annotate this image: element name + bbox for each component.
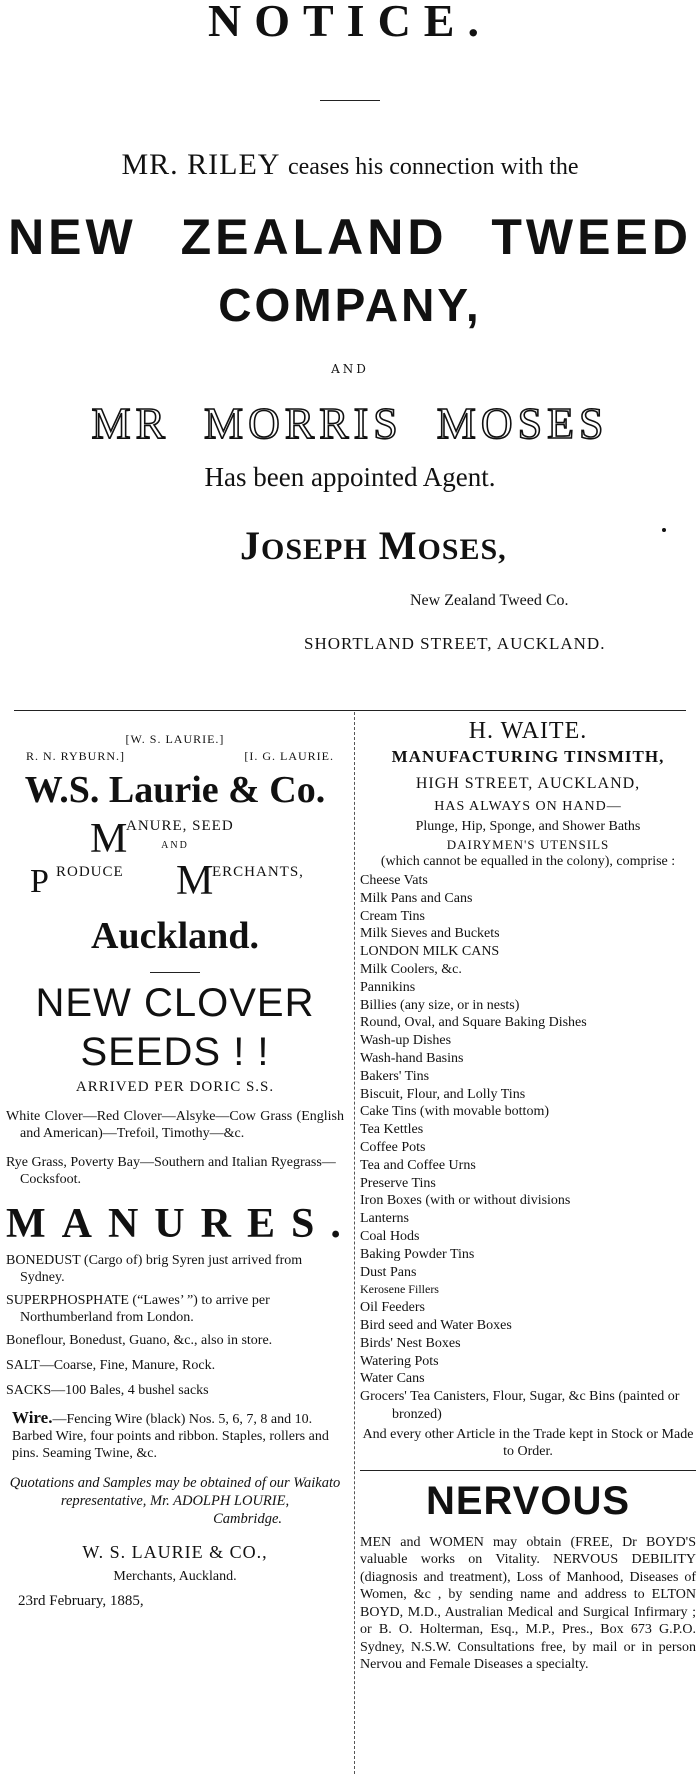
- section-divider: [14, 710, 686, 711]
- wire-label: Wire.: [12, 1408, 53, 1427]
- list-item: Lanterns: [360, 1211, 409, 1227]
- signatory-initial-j: J: [240, 523, 261, 568]
- list-item: Bakers' Tins: [360, 1068, 430, 1084]
- list-item: Milk Coolers, &c.: [360, 961, 462, 977]
- appointed-text: Has been appointed Agent.: [204, 462, 496, 492]
- notice-advertisement: [0, 0, 700, 700]
- notice-connection-line: [0, 148, 700, 182]
- laurie-signature-merchants: Merchants, Auckland.: [113, 1569, 237, 1584]
- agent-name: MR MORRIS MOSES: [91, 399, 609, 448]
- list-item: Milk Pans and Cans: [360, 890, 473, 906]
- clover-varieties: White Clover—Red Clover—Alsyke—Cow Grass (English and American)—Trefoil, Timothy—&c.: [6, 1109, 344, 1141]
- signatory-name: [240, 522, 507, 569]
- signatory-initial-m: M: [378, 523, 418, 568]
- list-item: Tea Kettles: [360, 1122, 424, 1138]
- laurie-advertisement: [0, 712, 357, 1610]
- laurie-city: Auckland.: [91, 915, 259, 957]
- list-item: Billies (any size, or in nests): [360, 997, 520, 1013]
- notice-title: NOTICE.: [208, 0, 492, 46]
- list-item: Iron Boxes (with or without divisions: [360, 1193, 571, 1209]
- salt-text: SALT—Coarse, Fine, Manure, Rock.: [6, 1358, 216, 1373]
- waite-dairymens: DAIRYMEN'S UTENSILS: [446, 837, 610, 852]
- waite-item-list: [356, 872, 700, 1424]
- bonedust-text: BONEDUST (Cargo of) brig Syren just arrived from Sydney.: [6, 1253, 303, 1285]
- laurie-firm-name: W.S. Laurie & Co.: [24, 769, 326, 811]
- clover-heading-line1: NEW CLOVER: [35, 981, 315, 1025]
- signatory-oseph: OSEPH: [261, 533, 368, 566]
- list-item: Dust Pans: [360, 1264, 417, 1280]
- list-item: Round, Oval, and Square Baking Dishes: [360, 1015, 587, 1031]
- laurie-partner-top: [W. S. LAURIE.]: [125, 732, 225, 746]
- list-item: LONDON MILK CANS: [360, 944, 500, 960]
- waite-which: (which cannot be equalled in the colony), comprise :: [380, 854, 676, 869]
- arrived-per-doric: ARRIVED PER DORIC S.S.: [75, 1079, 275, 1095]
- laurie-partner-right: [I. G. LAURIE.: [244, 749, 334, 763]
- boneflour-text: Boneflour, Bonedust, Guano, &c., also in store.: [6, 1333, 273, 1348]
- clover-heading-line2: SEEDS ! !: [80, 1030, 270, 1074]
- nervous-text: MEN and WOMEN may obtain (FREE, Dr BOYD'S valuable works on Vitality. NERVOUS DEBILITY (diagnosis and treatment), Loss of Manhood, Diseases of Women, &c , by sending name and address to ELTON BOYD, M.D., Australian Medical and Surgical Infirmary ; or B. O. Holterman, Esq., M.P., Pres., Box 673 G.P.O. Sydney, N.S.W. Consultations free, by mail or in person Nervou and Female Diseases a specialty.: [360, 1534, 696, 1673]
- signatory-oses: OSES,: [417, 533, 507, 566]
- list-item: Pannikins: [360, 979, 416, 995]
- superphosphate-text: SUPERPHOSPHATE (“Lawes’ ”) to arrive per Northumberland from London.: [6, 1293, 270, 1325]
- wire-text: [0, 1409, 350, 1462]
- list-item: Watering Pots: [360, 1353, 439, 1369]
- list-item: Kerosene Fillers: [360, 1282, 439, 1297]
- laurie-divider: [150, 972, 200, 973]
- company-name-line1: NEW ZEALAND TWEED: [8, 209, 692, 265]
- list-item: Cream Tins: [360, 908, 425, 924]
- merchants-rest: ERCHANTS,: [212, 864, 304, 880]
- signatory-address: SHORTLAND STREET, AUCKLAND.: [304, 634, 606, 653]
- list-item: Biscuit, Flour, and Lolly Tins: [360, 1086, 526, 1102]
- waite-every-other: And every other Article in the Trade kept in Stock or Made to Order.: [362, 1426, 694, 1459]
- waite-trade: MANUFACTURING TINSMITH,: [391, 747, 665, 766]
- quotations-place: Cambridge.: [213, 1511, 282, 1527]
- list-item: Wash-hand Basins: [360, 1050, 464, 1066]
- quotations-text: [0, 1474, 350, 1528]
- notice-divider: [320, 100, 380, 101]
- manures-heading: MANURES.: [6, 1201, 357, 1247]
- laurie-signature-company: W. S. LAURIE & CO.,: [82, 1542, 268, 1562]
- laurie-partners: [0, 749, 350, 764]
- list-item: Cheese Vats: [360, 873, 428, 888]
- notice-and: AND: [331, 362, 369, 376]
- notice-mr-riley: MR. RILEY: [121, 148, 281, 181]
- list-item: Wash-up Dishes: [360, 1033, 452, 1049]
- rye-grass-text: Rye Grass, Poverty Bay—Southern and Italian Ryegrass—Cocksfoot.: [6, 1155, 336, 1187]
- list-item: Baking Powder Tins: [360, 1246, 475, 1262]
- list-item: Coal Hods: [360, 1228, 420, 1244]
- list-item: Preserve Tins: [360, 1175, 436, 1191]
- list-item: Bird seed and Water Boxes: [360, 1317, 512, 1333]
- manure-and: AND: [161, 840, 189, 851]
- sacks-text: SACKS—100 Bales, 4 bushel sacks: [6, 1383, 209, 1398]
- nervous-divider: [360, 1470, 696, 1471]
- manure-rest: ANURE, SEED: [126, 818, 234, 834]
- notice-ceases-text: ceases his connection with the: [287, 154, 579, 180]
- list-item: Water Cans: [360, 1371, 425, 1387]
- ink-dot: [662, 528, 666, 532]
- waite-baths: Plunge, Hip, Sponge, and Shower Baths: [415, 819, 641, 834]
- list-item: Tea and Coffee Urns: [360, 1157, 476, 1173]
- list-item: Milk Sieves and Buckets: [360, 926, 500, 942]
- merchants-initial: M: [176, 858, 214, 904]
- list-item: Grocers' Tea Canisters, Flour, Sugar, &c Bins (painted or bronzed): [360, 1389, 680, 1422]
- produce-merchants-line: [0, 858, 350, 906]
- list-item: Coffee Pots: [360, 1139, 426, 1155]
- quotations-body: Quotations and Samples may be obtained of our Waikato representative, Mr. ADOLPH LOURIE,: [9, 1475, 341, 1509]
- signatory-company: New Zealand Tweed Co.: [410, 592, 569, 609]
- waite-advertisement: [356, 712, 700, 1674]
- company-name-line2: COMPANY,: [218, 279, 482, 331]
- waite-name: H. WAITE.: [468, 718, 588, 744]
- list-item: Oil Feeders: [360, 1300, 425, 1316]
- list-item: Cake Tins (with movable bottom): [360, 1104, 549, 1120]
- waite-address: HIGH STREET, AUCKLAND,: [415, 775, 641, 792]
- waite-has-always: HAS ALWAYS ON HAND—: [434, 799, 622, 814]
- produce-rest: RODUCE: [56, 864, 124, 880]
- manure-initial: M: [90, 816, 128, 862]
- laurie-date: 23rd February, 1885,: [18, 1593, 144, 1609]
- produce-initial: P: [30, 863, 49, 900]
- list-item: Birds' Nest Boxes: [360, 1335, 461, 1351]
- laurie-partner-left: R. N. RYBURN.]: [26, 749, 126, 763]
- manure-seed-line: [0, 816, 350, 862]
- nervous-heading: NERVOUS: [425, 1478, 631, 1523]
- wire-description: —Fencing Wire (black) Nos. 5, 6, 7, 8 and 10. Barbed Wire, four points and ribbon. Staples, rollers and pins. Seaming Twine, &c.: [12, 1412, 329, 1461]
